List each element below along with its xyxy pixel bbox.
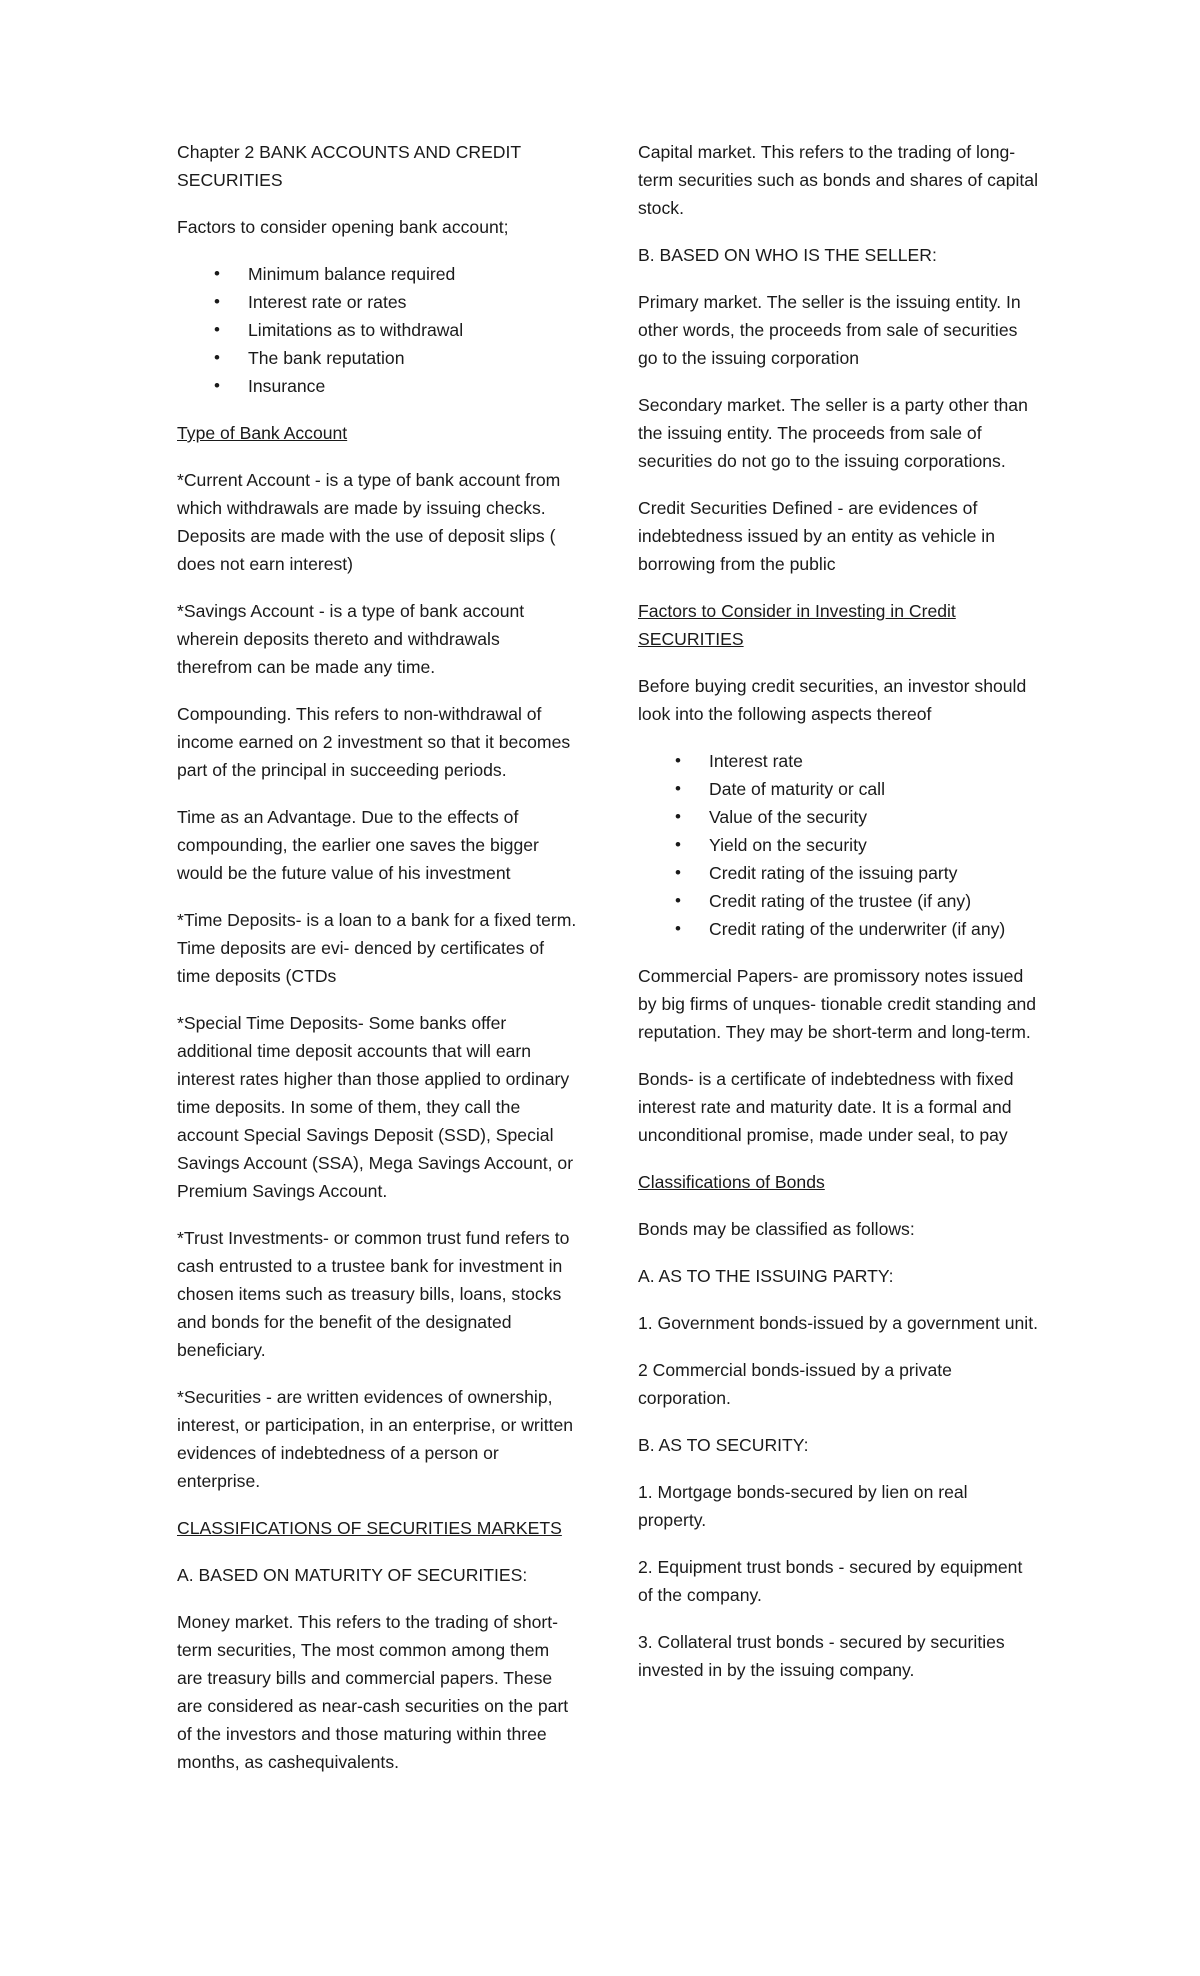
collateral-bonds-paragraph: 3. Collateral trust bonds - secured by securities invested in by the issuing company. — [638, 1632, 1005, 1680]
commercial-bonds-paragraph: 2 Commercial bonds-issued by a private corporation. — [638, 1360, 952, 1408]
current-account-paragraph: *Current Account - is a type of bank account from which withdrawals are made by issuing checks. Deposits are made with the use of deposit slips ( does not earn interest) — [177, 470, 561, 574]
bullet-icon: • — [214, 320, 220, 339]
right-column — [638, 138, 1038, 1703]
trust-investments-paragraph: *Trust Investments- or common trust fund refers to cash entrusted to a trustee bank for investment in chosen items such as treasury bills, loans, stocks and bonds for the benefit of the designated beneficiary. — [177, 1228, 570, 1360]
seller-heading: B. BASED ON WHO IS THE SELLER: — [638, 245, 937, 265]
bonds-paragraph: Bonds- is a certificate of indebtedness with fixed interest rate and maturity date. It is a formal and unconditional promise, made under seal, to pay — [638, 1069, 1014, 1145]
issuing-party-heading: A. AS TO THE ISSUING PARTY: — [638, 1266, 894, 1286]
type-of-bank-account-heading: Type of Bank Account — [177, 423, 348, 443]
list-item: • Minimum balance required — [177, 260, 577, 288]
government-bonds-paragraph: 1. Government bonds-issued by a government unit. — [638, 1313, 1038, 1333]
bullet-icon: • — [675, 891, 681, 910]
special-time-deposits-paragraph: *Special Time Deposits- Some banks offer additional time deposit accounts that will earn interest rates higher than those applied to ordinary time deposits. In some of them, they call the account Special Savings Deposit (SSD), Special Savings Account (SSA), Mega Savings Account, or Premium Savings Account. — [177, 1013, 574, 1201]
bullet-icon: • — [214, 264, 220, 283]
list-item: • Insurance — [177, 372, 577, 400]
bonds-classifications-heading: Classifications of Bonds — [638, 1172, 825, 1192]
list-item: • Value of the security — [638, 803, 1038, 831]
bullet-icon: • — [214, 376, 220, 395]
list-item: • Credit rating of the underwriter (if any) — [638, 915, 1038, 943]
bullet-icon: • — [675, 779, 681, 798]
bullet-icon: • — [675, 863, 681, 882]
commercial-papers-paragraph: Commercial Papers- are promissory notes issued by big firms of unques- tionable credit standing and reputation. They may be short-term and long-term. — [638, 966, 1037, 1042]
aspects-list — [638, 747, 1038, 943]
classifications-heading: CLASSIFICATIONS OF SECURITIES MARKETS — [177, 1518, 562, 1538]
list-item: • Credit rating of the trustee (if any) — [638, 887, 1038, 915]
credit-securities-defined-paragraph: Credit Securities Defined - are evidences of indebtedness issued by an entity as vehicle in borrowing from the public — [638, 498, 995, 574]
primary-market-paragraph: Primary market. The seller is the issuing entity. In other words, the proceeds from sale of securities go to the issuing corporation — [638, 292, 1021, 368]
bullet-icon: • — [675, 807, 681, 826]
bullet-icon: • — [214, 292, 220, 311]
chapter-title: Chapter 2 BANK ACCOUNTS AND CREDIT SECURITIES — [177, 142, 521, 190]
list-item: • Interest rate — [638, 747, 1038, 775]
bonds-classified-paragraph: Bonds may be classified as follows: — [638, 1219, 915, 1239]
factors-credit-heading: Factors to Consider in Investing in Credit SECURITIES — [638, 601, 956, 649]
list-item: • Interest rate or rates — [177, 288, 577, 316]
compounding-paragraph: Compounding. This refers to non-withdrawal of income earned on 2 investment so that it becomes part of the principal in succeeding periods. — [177, 704, 571, 780]
maturity-heading: A. BASED ON MATURITY OF SECURITIES: — [177, 1565, 528, 1585]
time-deposits-paragraph: *Time Deposits- is a loan to a bank for a fixed term. Time deposits are evi- denced by certificates of time deposits (CTDs — [177, 910, 577, 986]
bullet-icon: • — [675, 919, 681, 938]
factors-intro: Factors to consider opening bank account; — [177, 217, 509, 237]
list-item: • Credit rating of the issuing party — [638, 859, 1038, 887]
list-item: • Limitations as to withdrawal — [177, 316, 577, 344]
list-item: • Yield on the security — [638, 831, 1038, 859]
bullet-icon: • — [675, 751, 681, 770]
factors-list — [177, 260, 577, 400]
securities-paragraph: *Securities - are written evidences of ownership, interest, or participation, in an enterprise, or written evidences of indebtedness of a person or enterprise. — [177, 1387, 574, 1491]
left-column — [177, 138, 577, 1795]
bullet-icon: • — [214, 348, 220, 367]
before-buying-paragraph: Before buying credit securities, an investor should look into the following aspects thereof — [638, 676, 1027, 724]
time-advantage-paragraph: Time as an Advantage. Due to the effects of compounding, the earlier one saves the bigger would be the future value of his investment — [177, 807, 539, 883]
list-item: • Date of maturity or call — [638, 775, 1038, 803]
savings-account-paragraph: *Savings Account - is a type of bank account wherein deposits thereto and withdrawals therefrom can be made any time. — [177, 601, 525, 677]
list-item: • The bank reputation — [177, 344, 577, 372]
secondary-market-paragraph: Secondary market. The seller is a party other than the issuing entity. The proceeds from sale of securities do not go to the issuing corporations. — [638, 395, 1028, 471]
capital-market-paragraph: Capital market. This refers to the trading of long-term securities such as bonds and shares of capital stock. — [638, 142, 1038, 218]
money-market-paragraph: Money market. This refers to the trading of short-term securities, The most common among them are treasury bills and commercial papers. These are considered as near-cash securities on the part of the investors and those maturing within three months, as cashequivalents. — [177, 1612, 569, 1772]
security-heading: B. AS TO SECURITY: — [638, 1435, 809, 1455]
mortgage-bonds-paragraph: 1. Mortgage bonds-secured by lien on real property. — [638, 1482, 968, 1530]
bullet-icon: • — [675, 835, 681, 854]
equipment-bonds-paragraph: 2. Equipment trust bonds - secured by equipment of the company. — [638, 1557, 1023, 1605]
